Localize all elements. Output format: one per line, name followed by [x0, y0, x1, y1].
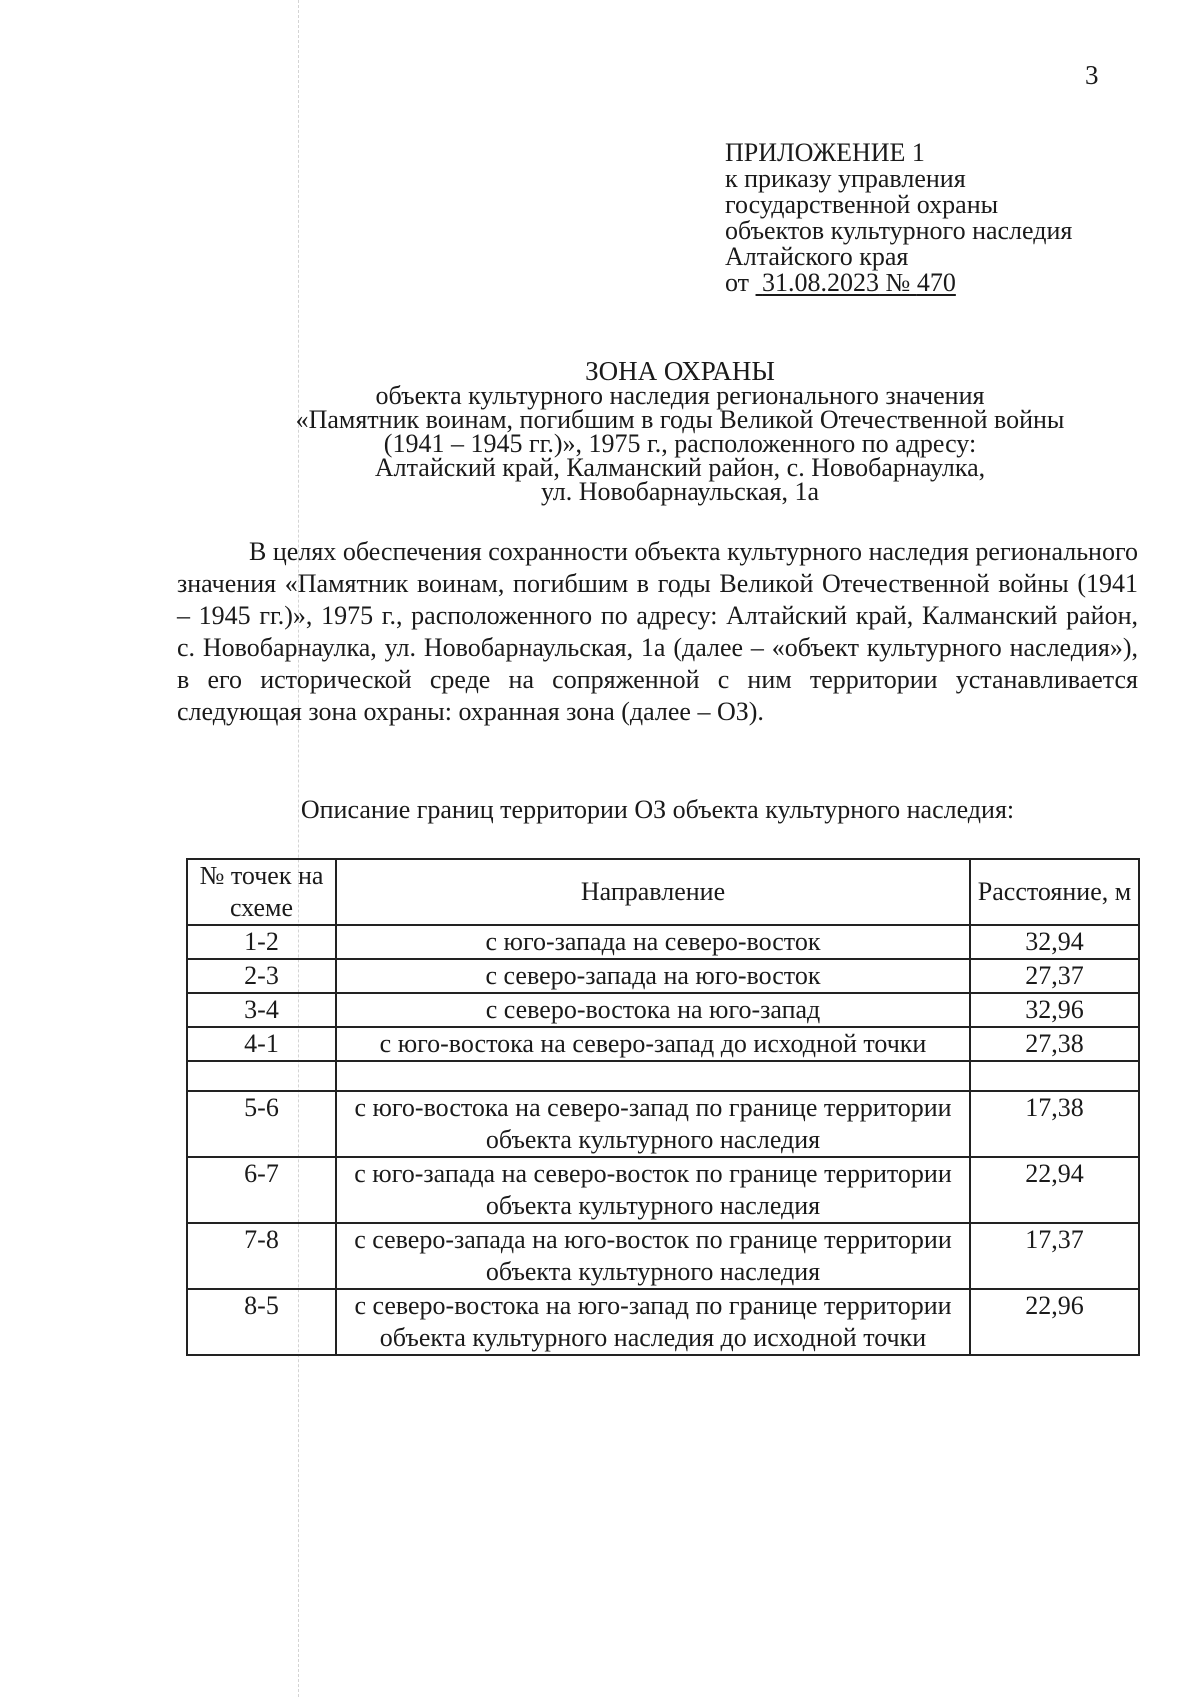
cell-direction: с юго-запада на северо-восток по границе территории объекта культурного наследия: [336, 1157, 970, 1223]
cell-direction: [336, 1061, 970, 1091]
order-number: 470: [916, 268, 956, 297]
body-paragraph: В целях обеспечения сохранности объекта культурного наследия регионального значения «Памятник воинам, погибшим в годы Великой Отечественной войны (1941 – 1945 гг.)», 1975 г., расположенного по адресу: Алтайский край, Калманский район, с. Новобарнаулка, ул. Новобарнаульская, 1а (далее – «объект культурного наследия»), в его исторической среде на сопряженной с ним территории устанавливается следующая зона охраны: охранная зона (далее – ОЗ).: [177, 537, 1138, 726]
cell-distance: 32,94: [970, 925, 1139, 959]
cell-points: 8-5: [187, 1289, 336, 1355]
cell-direction: с юго-востока на северо-запад по границе территории объекта культурного наследия: [336, 1091, 970, 1157]
cell-points: 6-7: [187, 1157, 336, 1223]
order-date: 31.08.2023: [762, 268, 880, 297]
table-row: [187, 1289, 1139, 1355]
table-caption: Описание границ территории ОЗ объекта культурного наследия:: [300, 795, 1015, 824]
cell-distance: 27,38: [970, 1027, 1139, 1061]
table-row: [187, 1091, 1139, 1157]
cell-distance: [970, 1061, 1139, 1091]
cell-points: 3-4: [187, 993, 336, 1027]
cell-direction: с северо-востока на юго-запад по границе территории объекта культурного наследия до исходной точки: [336, 1289, 970, 1355]
title-line: ул. Новобарнаульская, 1а: [540, 477, 820, 506]
title-line: Алтайский край, Калманский район, с. Новобарнаулка,: [374, 453, 986, 482]
date-prefix: от: [725, 268, 756, 297]
title-heading: ЗОНА ОХРАНЫ: [585, 356, 775, 386]
cell-distance: 17,38: [970, 1091, 1139, 1157]
header-distance: Расстояние, м: [970, 859, 1139, 925]
page-number: 3: [1085, 60, 1099, 90]
header-direction: Направление: [336, 859, 970, 925]
cell-distance: 32,96: [970, 993, 1139, 1027]
table-row: [187, 1223, 1139, 1289]
appendix-line: объектов культурного наследия: [725, 216, 1073, 245]
appendix-title: ПРИЛОЖЕНИЕ 1: [725, 138, 925, 167]
title-line: (1941 – 1945 гг.)», 1975 г., расположенного по адресу:: [383, 429, 977, 458]
cell-direction: с северо-востока на юго-запад: [336, 993, 970, 1027]
number-prefix: №: [879, 268, 917, 297]
table-row: [187, 1157, 1139, 1223]
cell-direction: с юго-востока на северо-запад до исходной точки: [336, 1027, 970, 1061]
cell-distance: 22,96: [970, 1289, 1139, 1355]
title-line: «Памятник воинам, погибшим в годы Великой Отечественной войны: [295, 405, 1065, 434]
cell-distance: 17,37: [970, 1223, 1139, 1289]
table-row: [187, 993, 1139, 1027]
header-points: № точек на схеме: [187, 859, 336, 925]
table-row: [187, 1061, 1139, 1091]
cell-distance: 27,37: [970, 959, 1139, 993]
appendix-block: [725, 140, 1165, 296]
cell-points: [187, 1061, 336, 1091]
cell-direction: с юго-запада на северо-восток: [336, 925, 970, 959]
table-row: [187, 959, 1139, 993]
scan-fold-line: [298, 0, 299, 1697]
cell-points: 7-8: [187, 1223, 336, 1289]
document-title: [180, 358, 1180, 504]
appendix-date-line: [725, 270, 1165, 296]
cell-points: 2-3: [187, 959, 336, 993]
appendix-line: Алтайского края: [725, 242, 909, 271]
table-header-row: [187, 859, 1139, 925]
boundary-table: [186, 858, 1140, 1356]
cell-points: 5-6: [187, 1091, 336, 1157]
cell-direction: с северо-запада на юго-восток: [336, 959, 970, 993]
cell-direction: с северо-запада на юго-восток по границе территории объекта культурного наследия: [336, 1223, 970, 1289]
cell-points: 4-1: [187, 1027, 336, 1061]
appendix-line: государственной охраны: [725, 190, 999, 219]
appendix-line: к приказу управления: [725, 164, 966, 193]
table-row: [187, 925, 1139, 959]
title-line: объекта культурного наследия регионального значения: [375, 381, 985, 410]
cell-points: 1-2: [187, 925, 336, 959]
table-row: [187, 1027, 1139, 1061]
cell-distance: 22,94: [970, 1157, 1139, 1223]
